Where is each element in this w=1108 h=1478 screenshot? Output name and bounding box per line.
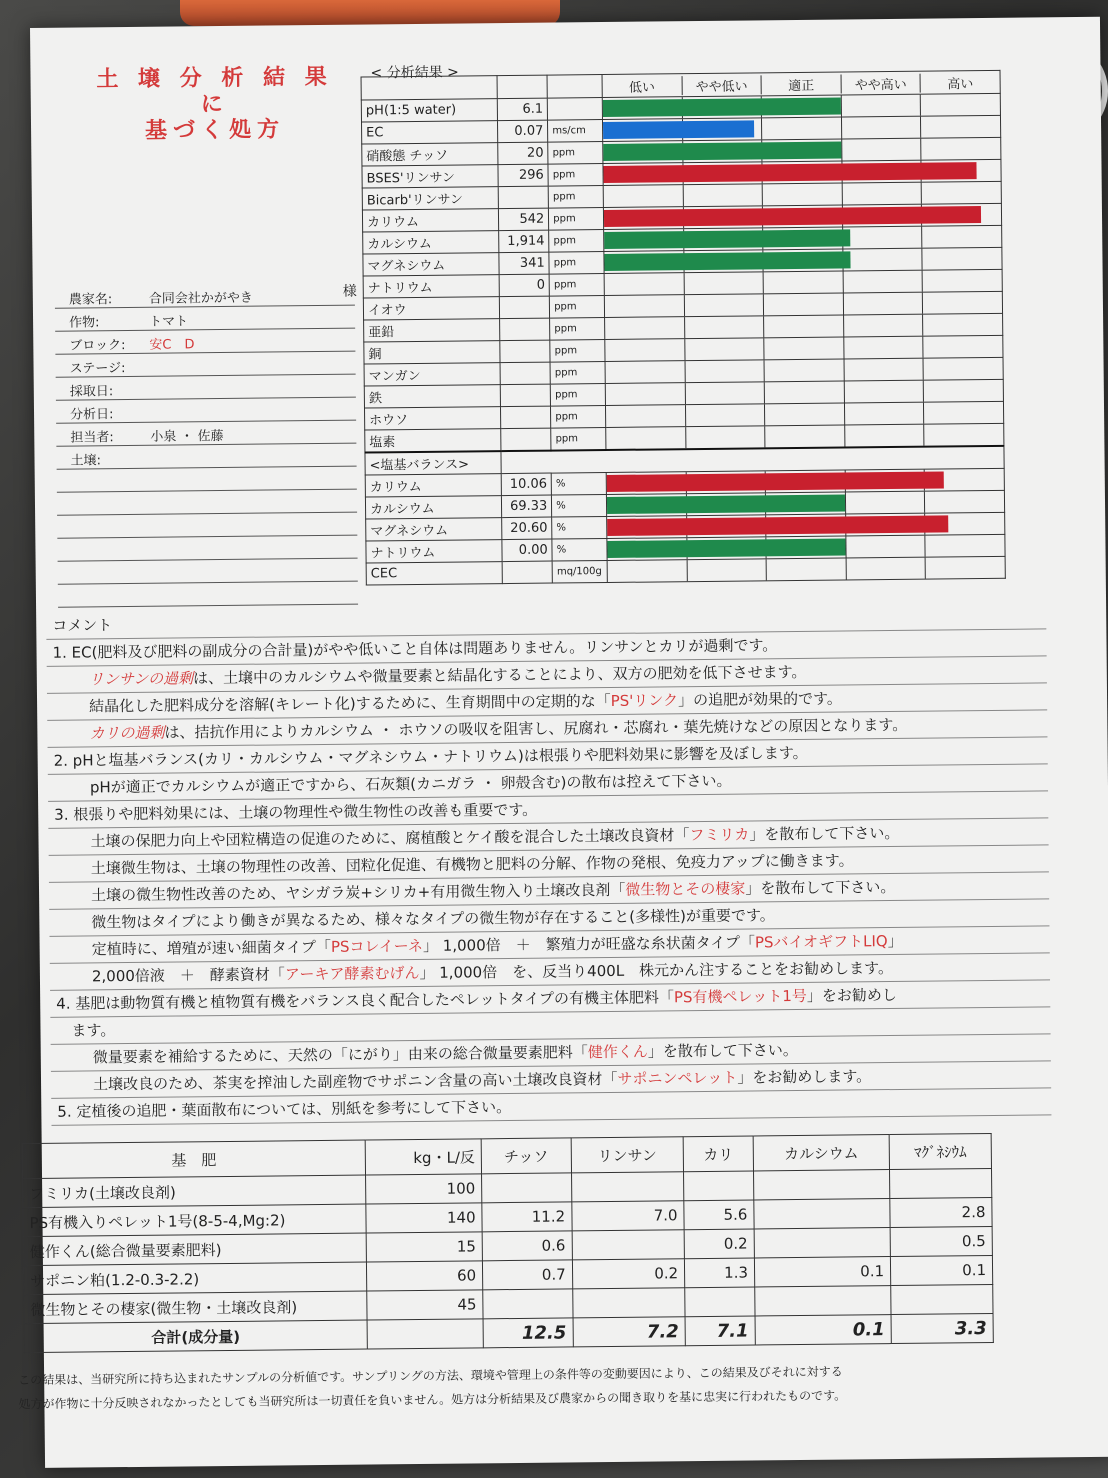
product-name: 微生物とその棲家 <box>625 879 746 899</box>
blank-line <box>57 490 357 516</box>
comment-text: 土壌の微生物性改善のため、ヤシガラ炭+シリカ+有用微生物入り土壌改良剤「 <box>90 880 626 905</box>
comment-text: 2. pHと塩基バランス(カリ・カルシウム・マグネシウム・ナトリウム)は根張りや肥料効果に影響を及ぼします。 <box>53 743 808 770</box>
analyte-value: 6.1 <box>498 98 548 121</box>
farm-info-value: 合同会社かがやき <box>148 290 253 307</box>
fertilizer-value: 0.1 <box>754 1257 890 1287</box>
grid-col <box>846 492 926 514</box>
fertilizer-value <box>571 1172 684 1202</box>
grid-col <box>605 295 685 317</box>
analyte-value: 20.60 <box>502 517 552 540</box>
analyte-value: 296 <box>498 164 548 187</box>
level-header-wrap <box>603 72 1000 95</box>
analyte-unit: ppm <box>551 405 606 428</box>
analyte-name: ナトリウム <box>363 275 500 298</box>
fertilizer-value <box>755 1286 891 1316</box>
grid-col <box>605 339 685 361</box>
analyte-value <box>501 428 551 451</box>
comment-text: 」をお勧めし <box>806 985 897 1005</box>
grid-col <box>842 95 922 117</box>
grid-col <box>926 557 1005 579</box>
farm-info-value: トマト <box>149 314 189 330</box>
grid-col <box>924 358 1003 380</box>
grid-col <box>844 337 924 359</box>
analyte-unit: ppm <box>549 252 604 275</box>
grid-col <box>683 184 763 206</box>
level-bar <box>607 538 845 557</box>
fertilizer-value: 0.1 <box>890 1255 992 1285</box>
level-bar <box>603 142 841 161</box>
grid-col <box>765 425 845 447</box>
grid-col <box>922 182 1001 204</box>
title-line-1: 土 壌 分 析 結 果に <box>96 64 333 118</box>
grid-col <box>845 403 925 425</box>
grid-col <box>685 338 765 360</box>
grid-col <box>845 425 925 447</box>
analyte-value: 0.00 <box>502 539 552 562</box>
product-name: PS有機ペレット1号 <box>673 986 807 1007</box>
analyte-unit: ppm <box>550 317 605 340</box>
analyte-value: 10.06 <box>502 473 552 496</box>
grid-col <box>844 293 924 315</box>
farm-info-label: 農家名: <box>68 292 113 308</box>
farm-info-label: 作物: <box>69 315 100 331</box>
grid-col <box>922 138 1001 160</box>
base-fertilizer-table <box>22 1133 994 1353</box>
fertilizer-value <box>572 1288 685 1318</box>
analyte-value: 69.33 <box>502 495 552 518</box>
grid-col <box>921 116 1000 138</box>
fertilizer-value: 0.2 <box>572 1259 685 1289</box>
grid-col <box>764 315 844 337</box>
analyte-name: イオウ <box>363 297 500 320</box>
disclaimer-line-1: この結果は、当研究所に持ち込まれたサンプルの分析値です。サンプリングの方法、環境や管理上の条件等の変動要因により、この結果及びそれに対する <box>18 1364 843 1388</box>
farm-info-value: 小泉 ・ 佐藤 <box>150 428 224 445</box>
fertilizer-value: 100 <box>366 1174 482 1204</box>
cec-value <box>502 561 552 584</box>
grid-col <box>762 118 842 140</box>
farm-info-row <box>55 283 355 309</box>
grid-col <box>608 560 688 582</box>
farm-info-row <box>55 329 355 355</box>
comment-text: 微生物はタイプにより働きが異なるため、様々なタイプの微生物が存在すること(多様性)が重要です。 <box>91 906 775 932</box>
fertilizer-value <box>572 1230 685 1260</box>
level-bar-cell <box>607 556 1005 582</box>
disclaimer-line-2: 処方が作物に十分反映されなかったとしても当研究所は一切責任を負いません。処方は分析結果及び農家からの聞き取りを基に忠実に行われたものです。 <box>18 1388 847 1412</box>
grid-col <box>685 316 765 338</box>
comment-text: pHが適正でカルシウムが適正ですから、石灰類(カニガラ ・ 卵殻含む)の散布は控えて下さい。 <box>89 771 732 797</box>
product-name: サポニンペレット <box>617 1068 738 1088</box>
level-label: 高い <box>947 76 974 92</box>
analyte-name: マグネシウム <box>366 518 503 541</box>
grid-col <box>686 426 766 448</box>
analyte-unit: ppm <box>549 208 604 231</box>
comment-text: 4. 基肥は動物質有機と植物質有機をバランス良く配合したペレットタイプの有機主体肥料「 <box>56 988 675 1013</box>
grid-col <box>844 359 924 381</box>
analyte-value <box>500 340 550 363</box>
level-grid <box>608 557 1005 582</box>
grid-col <box>923 248 1002 270</box>
header-blank <box>547 75 602 99</box>
comment-text: 」の追肥が効果的です。 <box>677 689 842 710</box>
analyte-unit: ppm <box>549 230 604 253</box>
grid-col <box>684 294 764 316</box>
comment-text: 」をお勧めします。 <box>737 1067 872 1087</box>
analyte-value: 1,914 <box>499 230 549 253</box>
column-header: カルシウム <box>753 1135 889 1171</box>
grid-col <box>606 383 686 405</box>
farm-info-label: 分析日: <box>69 407 114 423</box>
fertilizer-value: 7.0 <box>571 1201 684 1231</box>
grid-col <box>924 336 1003 358</box>
total-label: 合計(成分量) <box>24 1320 367 1353</box>
comment-text: 」 1,000倍 ＋ 繁殖力が旺盛な糸状菌タイプ「 <box>422 933 756 955</box>
fertilizer-value <box>482 1173 572 1203</box>
fertilizer-value: 2.8 <box>890 1197 992 1227</box>
comment-text: 土壌改良のため、茶実を搾油した副産物でサポニン含量の高い土壌改良資材「 <box>92 1069 618 1094</box>
analyte-name: マンガン <box>364 363 501 386</box>
analyte-unit: ppm <box>550 339 605 362</box>
level-bar <box>607 494 845 513</box>
analyte-unit: ppm <box>549 274 604 297</box>
grid-col <box>926 535 1005 557</box>
farm-info-row <box>56 398 356 424</box>
grid-col <box>684 272 764 294</box>
analyte-value: 0 <box>499 274 549 297</box>
product-name: PS'リンク <box>610 691 679 710</box>
grid-col <box>846 558 926 580</box>
analyte-name: 鉄 <box>364 385 501 408</box>
fertilizer-value <box>890 1168 992 1198</box>
comment-text: 」 1,000倍 を、反当り400L 株元かん注することをお勧めします。 <box>419 959 894 982</box>
fertilizer-name: フミリカ(土壌改良剤) <box>23 1175 366 1208</box>
level-bar <box>603 120 754 139</box>
header-blank <box>361 76 498 100</box>
fertilizer-value: 11.2 <box>482 1202 572 1232</box>
analysis-table <box>361 70 1006 586</box>
grid-col <box>923 270 1002 292</box>
analyte-unit: ppm <box>548 164 603 187</box>
product-name: カリの過剰 <box>89 723 165 743</box>
farm-info-label: ブロック: <box>69 338 126 354</box>
analyte-name: BSES'リンサン <box>362 165 499 188</box>
product-name: 健作くん <box>587 1042 648 1062</box>
analyte-unit: ppm <box>548 142 603 165</box>
cec-unit: mq/100g <box>552 560 607 583</box>
comment-text: 2,000倍液 ＋ 酵素資材「 <box>91 965 285 986</box>
analyte-value: 20 <box>498 142 548 165</box>
blank-line <box>57 536 357 562</box>
grid-col <box>843 271 923 293</box>
grid-col <box>687 559 767 581</box>
grid-col <box>844 315 924 337</box>
comment-text: 」を散布して下さい。 <box>745 877 896 898</box>
analyte-name: ナトリウム <box>366 540 503 563</box>
grid-col <box>842 117 922 139</box>
analyte-name: 亜鉛 <box>364 319 501 342</box>
fertilizer-value <box>891 1284 993 1314</box>
comment-text: 土壌微生物は、土壌の物理性の改善、団粒化促進、有機物と肥料の分解、作物の発根、免疫力アップに働きます。 <box>90 851 854 878</box>
fertilizer-value: 60 <box>366 1261 482 1291</box>
farm-info-row <box>55 352 355 378</box>
grid-col <box>843 249 923 271</box>
grid-col <box>846 536 926 558</box>
analyte-value <box>500 296 550 319</box>
fertilizer-value: 5.6 <box>684 1200 754 1230</box>
grid-col <box>606 361 686 383</box>
column-header: カリ <box>683 1136 753 1172</box>
column-header: チッソ <box>481 1138 571 1174</box>
grid-col <box>764 293 844 315</box>
grid-col <box>843 227 923 249</box>
product-name: PSバイオギフトLIQ <box>754 932 888 952</box>
comment-text: 定植時に、増殖が速い細菌タイプ「 <box>91 937 331 959</box>
analyte-unit: ppm <box>550 361 605 384</box>
product-name: アーキア酵素むげん <box>284 963 420 984</box>
product-name: リンサンの過剰 <box>88 669 194 689</box>
grid-col <box>925 424 1004 446</box>
fertilizer-value <box>754 1199 890 1229</box>
header-blank <box>497 75 547 99</box>
level-bar <box>604 251 850 271</box>
level-label: 低い <box>603 76 683 96</box>
grid-col <box>924 380 1003 402</box>
grid-col <box>921 94 1000 116</box>
level-grid <box>606 424 1003 449</box>
analyte-unit: ppm <box>550 295 605 318</box>
farm-info-row <box>56 375 356 401</box>
balance-title: <塩基バランス> <box>365 451 502 475</box>
fertilizer-value: 0.5 <box>890 1226 992 1256</box>
farm-info-value: 安C D <box>149 337 195 353</box>
fertilizer-value: 0.7 <box>483 1260 573 1290</box>
honorific: 様 <box>342 283 357 300</box>
analyte-unit: ppm <box>548 186 603 209</box>
analyte-unit: % <box>551 472 606 495</box>
analyte-name: 硝酸態 チッソ <box>362 143 499 166</box>
grid-col <box>606 427 686 449</box>
column-header: 基 肥 <box>22 1140 365 1179</box>
column-header: リンサン <box>571 1137 684 1173</box>
comment-text: 土壌の保肥力向上や団粒構造の促進のために、腐植酸とケイ酸を混合した土壌改良資材「 <box>90 826 690 851</box>
fertilizer-name: 健作くん(総合微量要素肥料) <box>23 1233 366 1266</box>
grid-col <box>765 337 845 359</box>
fertilizer-value <box>685 1287 755 1317</box>
total-value: 7.1 <box>685 1316 755 1346</box>
comment-text: 微量要素を補給するために、天然の「にがり」由来の総合微量要素肥料「 <box>92 1043 588 1067</box>
grid-col <box>604 185 684 207</box>
grid-col <box>923 226 1002 248</box>
analyte-name: 銅 <box>364 341 501 364</box>
analyte-unit: % <box>552 538 607 561</box>
analyte-unit: ppm <box>551 427 606 450</box>
grid-col <box>763 184 843 206</box>
level-bar-cell <box>606 423 1004 450</box>
analyte-name: カリウム <box>365 474 502 497</box>
farm-info-row <box>55 306 355 332</box>
level-bar <box>604 229 850 249</box>
product-name: フミリカ <box>689 825 750 845</box>
level-label: やや低い <box>682 75 762 95</box>
analyte-unit: ms/cm <box>548 120 603 143</box>
fertilizer-name: 微生物とその棲家(微生物・土壌改良剤) <box>24 1291 367 1324</box>
disclaimer <box>18 1358 1018 1416</box>
farm-info-label: 採取日: <box>69 384 114 400</box>
total-value: 7.2 <box>573 1317 686 1347</box>
cec-name: CEC <box>366 562 503 585</box>
grid-col <box>924 402 1003 424</box>
grid-col <box>842 139 922 161</box>
grid-col <box>765 403 845 425</box>
grid-col <box>845 381 925 403</box>
grid-col <box>923 314 1002 336</box>
grid-col <box>685 382 765 404</box>
analyte-value <box>500 362 550 385</box>
analyte-name: カルシウム <box>365 496 502 519</box>
farm-info-label: ステージ: <box>69 361 126 377</box>
analyte-value: 341 <box>499 252 549 275</box>
analyte-value: 542 <box>499 208 549 231</box>
fertilizer-value: 45 <box>367 1290 483 1320</box>
grid-col <box>765 359 845 381</box>
analyte-unit: % <box>552 516 607 539</box>
analyte-unit: % <box>552 494 607 517</box>
fertilizer-value: 0.2 <box>684 1229 754 1259</box>
grid-col <box>605 317 685 339</box>
level-bar <box>607 515 949 536</box>
comment-text: 」を散布して下さい。 <box>749 823 900 844</box>
analyte-name: カルシウム <box>363 231 500 254</box>
farm-info-label: 土壌: <box>70 453 102 469</box>
farm-info-label: 担当者: <box>70 430 114 446</box>
grid-col <box>843 183 923 205</box>
level-bar <box>607 471 945 492</box>
comment-text: 3. 根張りや肥料効果には、土壌の物理性や微生物性の改善も重要です。 <box>54 800 538 824</box>
analyte-name: マグネシウム <box>363 253 500 276</box>
analyte-value <box>500 318 550 341</box>
comment-section <box>46 602 1051 1125</box>
farm-info-block <box>55 283 358 608</box>
level-label: 適正 <box>762 74 842 94</box>
grid-col <box>765 381 845 403</box>
comment-text: は、拮抗作用によりカルシウム ・ ホウソの吸収を阻害し、尻腐れ・芯腐れ・葉先焼けなどの原因となります。 <box>164 715 908 742</box>
title-line-2: 基づく処方 <box>144 117 286 144</box>
analyte-value <box>499 186 549 209</box>
comment-heading: コメント <box>46 602 1046 639</box>
blank-line <box>58 559 358 585</box>
analyte-unit: ppm <box>550 383 605 406</box>
comment-text: 結晶化した肥料成分を溶解(キレート化)するために、生育期間中の定期的な「 <box>89 691 611 716</box>
blank-line <box>58 582 358 608</box>
product-name: PSコレイーネ <box>330 936 424 956</box>
fertilizer-value: 1.3 <box>684 1258 754 1288</box>
grid-col <box>767 558 847 580</box>
comment-text: 5. 定植後の追肥・葉面散布については、別紙を参考にして下さい。 <box>57 1098 512 1121</box>
total-value: 12.5 <box>483 1318 573 1348</box>
analyte-name: ホウソ <box>364 407 501 430</box>
analyte-unit <box>547 98 602 121</box>
grid-col <box>685 360 765 382</box>
analyte-name: Bicarb'リンサン <box>362 187 499 210</box>
analyte-name: pH(1:5 water) <box>361 99 498 122</box>
level-bar <box>603 98 841 117</box>
comment-text: は、土壌中のカルシウムや微量要素と結晶化することにより、双方の肥効を低下させます。 <box>192 662 807 688</box>
column-header: kg・L/反 <box>365 1139 481 1175</box>
fertilizer-value: 140 <box>366 1203 482 1233</box>
grid-col <box>925 491 1004 513</box>
total-value <box>367 1319 483 1349</box>
fertilizer-value <box>684 1171 754 1201</box>
fertilizer-value: 15 <box>366 1232 482 1262</box>
report-title <box>94 65 335 146</box>
analyte-name: カリウム <box>362 209 499 232</box>
fertilizer-value <box>753 1170 889 1200</box>
comment-text: 」 <box>887 931 903 951</box>
level-label: やや高い <box>841 73 921 93</box>
analyte-name: 塩素 <box>365 429 502 453</box>
comment-text: 」を散布して下さい。 <box>647 1041 798 1061</box>
grid-col <box>605 273 685 295</box>
analyte-name: EC <box>362 121 499 144</box>
total-value: 3.3 <box>891 1313 993 1343</box>
analyte-value <box>501 406 551 429</box>
blank-line <box>57 513 357 539</box>
farm-info-row <box>56 444 356 470</box>
grid-col <box>923 292 1002 314</box>
analyte-value: 0.07 <box>498 120 548 143</box>
fertilizer-name: サポニン粕(1.2-0.3-2.2) <box>23 1262 366 1295</box>
comment-text: 1. EC(肥料及び肥料の副成分の合計量)がやや低いこと自体は問題ありません。リンサンとカリが過剰です。 <box>52 636 778 662</box>
report-sheet <box>18 17 1108 1468</box>
fertilizer-value: 0.6 <box>482 1231 572 1261</box>
farm-info-row <box>56 421 356 447</box>
grid-col <box>686 404 766 426</box>
grid-col <box>764 271 844 293</box>
blank-line <box>57 467 357 493</box>
analyte-value <box>501 384 551 407</box>
analysis-title: < 分析結果 > <box>370 64 459 82</box>
fertilizer-value <box>483 1289 573 1319</box>
comment-text: ます。 <box>56 1021 116 1040</box>
column-header: ﾏｸﾞﾈｼｳﾑ <box>889 1133 991 1169</box>
fertilizer-value <box>754 1228 890 1258</box>
grid-col <box>606 405 686 427</box>
total-value: 0.1 <box>755 1315 891 1345</box>
fertilizer-name: PS有機入りペレット1号(8-5-4,Mg:2) <box>23 1204 366 1237</box>
